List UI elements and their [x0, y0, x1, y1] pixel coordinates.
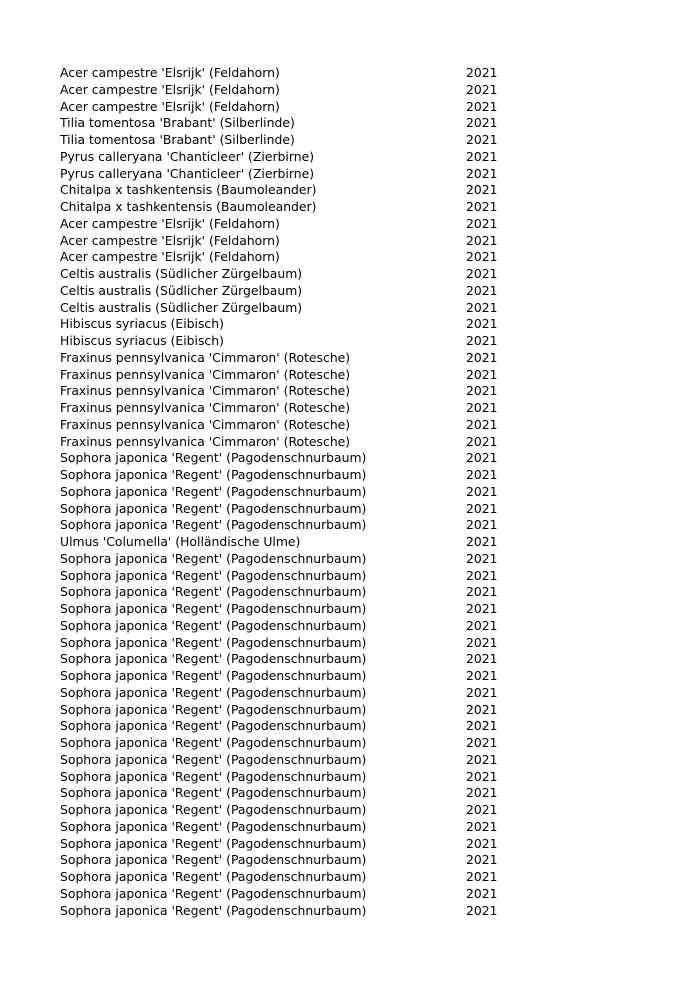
list-item: [60, 836, 500, 853]
list-item: [60, 903, 500, 920]
list-item: [60, 718, 500, 735]
tree-species: Fraxinus pennsylvanica 'Cimmaron' (Rotesche): [60, 416, 351, 432]
tree-species: Pyrus calleryana 'Chanticleer' (Zierbirne): [60, 148, 315, 164]
list-item: [60, 534, 500, 551]
tree-species: Sophora japonica 'Regent' (Pagodenschnurbaum): [60, 500, 367, 516]
list-item: [60, 852, 500, 869]
list-item: [60, 166, 500, 183]
list-item: [60, 82, 500, 99]
planting-year: 2021: [466, 148, 498, 164]
tree-species: Sophora japonica 'Regent' (Pagodenschnurbaum): [60, 450, 367, 466]
tree-species: Acer campestre 'Elsrijk' (Feldahorn): [60, 81, 280, 97]
tree-species: Sophora japonica 'Regent' (Pagodenschnurbaum): [60, 785, 367, 801]
planting-year: 2021: [466, 383, 498, 399]
planting-year: 2021: [466, 182, 498, 198]
planting-year: 2021: [466, 869, 498, 884]
tree-species: Sophora japonica 'Regent' (Pagodenschnurbaum): [60, 902, 367, 918]
planting-year: 2021: [466, 316, 498, 332]
tree-list: [60, 65, 500, 919]
planting-year: 2021: [466, 768, 498, 784]
planting-year: 2021: [466, 617, 498, 633]
list-item: [60, 484, 500, 501]
planting-year: 2021: [466, 349, 498, 365]
planting-year: 2021: [466, 433, 498, 449]
planting-year: 2021: [466, 802, 498, 817]
tree-species: Sophora japonica 'Regent' (Pagodenschnurbaum): [60, 668, 367, 683]
tree-species: Sophora japonica 'Regent' (Pagodenschnurbaum): [60, 852, 367, 868]
list-item: [60, 869, 500, 886]
list-item: [60, 568, 500, 585]
planting-year: 2021: [466, 467, 498, 482]
planting-year: 2021: [466, 885, 498, 901]
list-item: [60, 501, 500, 518]
planting-year: 2021: [466, 65, 498, 80]
tree-species: Sophora japonica 'Regent' (Pagodenschnurbaum): [60, 584, 367, 600]
planting-year: 2021: [466, 584, 498, 600]
tree-species: Ulmus 'Columella' (Holländische Ulme): [60, 534, 301, 549]
tree-species: Sophora japonica 'Regent' (Pagodenschnurbaum): [60, 768, 367, 784]
planting-year: 2021: [466, 701, 498, 717]
planting-year: 2021: [466, 416, 498, 432]
list-item: [60, 702, 500, 719]
planting-year: 2021: [466, 232, 498, 248]
planting-year: 2021: [466, 634, 498, 650]
list-item: [60, 149, 500, 166]
planting-year: 2021: [466, 500, 498, 516]
tree-species: Celtis australis (Südlicher Zürgelbaum): [60, 266, 303, 281]
tree-species: Chitalpa x tashkentensis (Baumoleander): [60, 182, 317, 198]
planting-year: 2021: [466, 249, 498, 265]
planting-year: 2021: [466, 668, 498, 683]
tree-species: Fraxinus pennsylvanica 'Cimmaron' (Rotesche): [60, 383, 351, 399]
list-item: [60, 333, 500, 350]
tree-species: Sophora japonica 'Regent' (Pagodenschnurbaum): [60, 634, 367, 650]
planting-year: 2021: [466, 266, 498, 281]
list-item: [60, 685, 500, 702]
list-item: [60, 752, 500, 769]
tree-species: Sophora japonica 'Regent' (Pagodenschnurbaum): [60, 651, 367, 667]
planting-year: 2021: [466, 818, 498, 834]
planting-year: 2021: [466, 450, 498, 466]
tree-species: Fraxinus pennsylvanica 'Cimmaron' (Rotesche): [60, 366, 351, 382]
tree-species: Sophora japonica 'Regent' (Pagodenschnurbaum): [60, 684, 367, 700]
tree-species: Sophora japonica 'Regent' (Pagodenschnurbaum): [60, 567, 367, 583]
planting-year: 2021: [466, 81, 498, 97]
planting-year: 2021: [466, 115, 498, 131]
planting-year: 2021: [466, 215, 498, 231]
list-item: [60, 618, 500, 635]
planting-year: 2021: [466, 684, 498, 700]
tree-species: Acer campestre 'Elsrijk' (Feldahorn): [60, 215, 280, 231]
planting-year: 2021: [466, 751, 498, 767]
planting-year: 2021: [466, 282, 498, 298]
list-item: [60, 233, 500, 250]
tree-species: Sophora japonica 'Regent' (Pagodenschnurbaum): [60, 601, 367, 616]
tree-species: Acer campestre 'Elsrijk' (Feldahorn): [60, 249, 280, 265]
planting-year: 2021: [466, 517, 498, 533]
list-item: [60, 132, 500, 149]
planting-year: 2021: [466, 299, 498, 315]
list-item: [60, 65, 500, 82]
tree-species: Hibiscus syriacus (Eibisch): [60, 333, 224, 348]
list-item: [60, 601, 500, 618]
list-item: [60, 886, 500, 903]
list-item: [60, 785, 500, 802]
planting-year: 2021: [466, 601, 498, 616]
planting-year: 2021: [466, 902, 498, 918]
planting-year: 2021: [466, 132, 498, 147]
planting-year: 2021: [466, 651, 498, 667]
tree-species: Sophora japonica 'Regent' (Pagodenschnurbaum): [60, 885, 367, 901]
list-item: [60, 115, 500, 132]
planting-year: 2021: [466, 98, 498, 114]
list-item: [60, 551, 500, 568]
list-item: [60, 651, 500, 668]
list-item: [60, 819, 500, 836]
tree-species: Celtis australis (Südlicher Zürgelbaum): [60, 299, 303, 315]
planting-year: 2021: [466, 534, 498, 549]
planting-year: 2021: [466, 835, 498, 851]
tree-species: Fraxinus pennsylvanica 'Cimmaron' (Rotesche): [60, 400, 351, 415]
tree-species: Sophora japonica 'Regent' (Pagodenschnurbaum): [60, 869, 367, 884]
tree-species: Sophora japonica 'Regent' (Pagodenschnurbaum): [60, 835, 367, 851]
planting-year: 2021: [466, 400, 498, 415]
tree-species: Sophora japonica 'Regent' (Pagodenschnurbaum): [60, 701, 367, 717]
tree-species: Acer campestre 'Elsrijk' (Feldahorn): [60, 98, 280, 114]
list-item: [60, 769, 500, 786]
list-item: [60, 400, 500, 417]
tree-species: Sophora japonica 'Regent' (Pagodenschnurbaum): [60, 802, 367, 817]
planting-year: 2021: [466, 199, 498, 214]
list-item: [60, 99, 500, 116]
tree-species: Fraxinus pennsylvanica 'Cimmaron' (Rotesche): [60, 433, 351, 449]
list-item: [60, 266, 500, 283]
tree-species: Acer campestre 'Elsrijk' (Feldahorn): [60, 232, 280, 248]
tree-species: Pyrus calleryana 'Chanticleer' (Zierbirne): [60, 165, 315, 181]
list-item: [60, 584, 500, 601]
tree-species: Sophora japonica 'Regent' (Pagodenschnurbaum): [60, 467, 367, 482]
tree-species: Sophora japonica 'Regent' (Pagodenschnurbaum): [60, 617, 367, 633]
tree-species: Acer campestre 'Elsrijk' (Feldahorn): [60, 65, 280, 80]
tree-species: Hibiscus syriacus (Eibisch): [60, 316, 224, 332]
tree-species: Sophora japonica 'Regent' (Pagodenschnurbaum): [60, 751, 367, 767]
tree-species: Chitalpa x tashkentensis (Baumoleander): [60, 199, 317, 214]
planting-year: 2021: [466, 333, 498, 348]
list-item: [60, 283, 500, 300]
list-item: [60, 434, 500, 451]
tree-species: Fraxinus pennsylvanica 'Cimmaron' (Rotesche): [60, 349, 351, 365]
list-item: [60, 802, 500, 819]
planting-year: 2021: [466, 165, 498, 181]
list-item: [60, 249, 500, 266]
list-item: [60, 350, 500, 367]
planting-year: 2021: [466, 718, 498, 734]
list-item: [60, 635, 500, 652]
planting-year: 2021: [466, 785, 498, 801]
list-item: [60, 668, 500, 685]
planting-year: 2021: [466, 735, 498, 750]
tree-species: Sophora japonica 'Regent' (Pagodenschnurbaum): [60, 818, 367, 834]
list-item: [60, 517, 500, 534]
list-item: [60, 467, 500, 484]
planting-year: 2021: [466, 550, 498, 566]
list-item: [60, 367, 500, 384]
tree-species: Tilia tomentosa 'Brabant' (Silberlinde): [60, 115, 295, 131]
planting-year: 2021: [466, 852, 498, 868]
list-item: [60, 199, 500, 216]
planting-year: 2021: [466, 483, 498, 499]
list-item: [60, 182, 500, 199]
tree-species: Sophora japonica 'Regent' (Pagodenschnurbaum): [60, 735, 367, 750]
tree-species: Tilia tomentosa 'Brabant' (Silberlinde): [60, 132, 295, 147]
tree-species: Sophora japonica 'Regent' (Pagodenschnurbaum): [60, 517, 367, 533]
planting-year: 2021: [466, 366, 498, 382]
list-item: [60, 450, 500, 467]
list-item: [60, 316, 500, 333]
tree-species: Sophora japonica 'Regent' (Pagodenschnurbaum): [60, 483, 367, 499]
list-item: [60, 383, 500, 400]
list-item: [60, 735, 500, 752]
planting-year: 2021: [466, 567, 498, 583]
tree-species: Celtis australis (Südlicher Zürgelbaum): [60, 282, 303, 298]
list-item: [60, 417, 500, 434]
list-item: [60, 216, 500, 233]
tree-species: Sophora japonica 'Regent' (Pagodenschnurbaum): [60, 550, 367, 566]
list-item: [60, 300, 500, 317]
tree-species: Sophora japonica 'Regent' (Pagodenschnurbaum): [60, 718, 367, 734]
